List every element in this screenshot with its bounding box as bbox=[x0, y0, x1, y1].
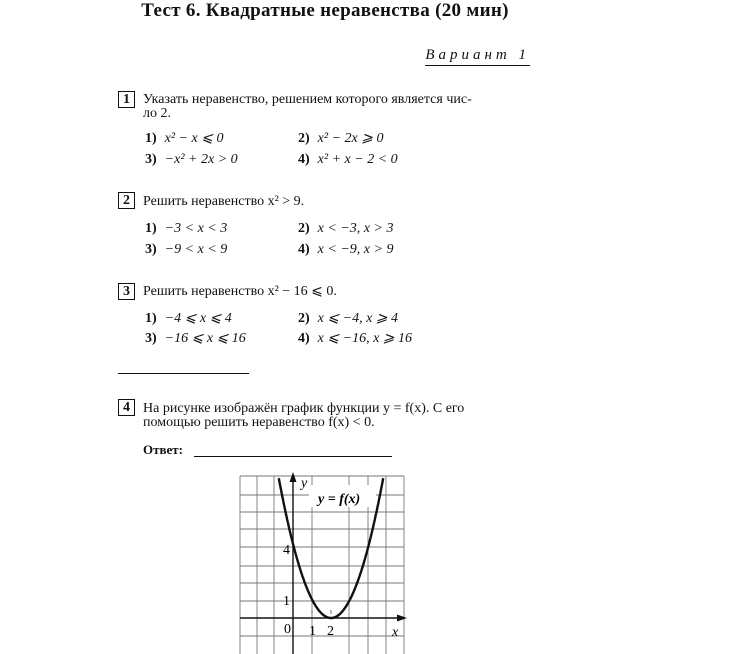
question-2-option-4[interactable]: 4) x < −9, x > 9 bbox=[298, 242, 394, 257]
question-4-text-line1: На рисунке изображён график функции y = f(x). С его bbox=[143, 401, 465, 416]
question-2-text: Решить неравенство x² > 9. bbox=[143, 194, 305, 209]
question-2-number: 2 bbox=[118, 192, 135, 209]
function-label: y = f(x) bbox=[318, 492, 361, 507]
x-axis-arrow-icon bbox=[397, 615, 407, 622]
answer-label: Ответ: bbox=[143, 442, 184, 457]
question-4-number: 4 bbox=[118, 399, 135, 416]
question-3-option-4[interactable]: 4) x ⩽ −16, x ⩾ 16 bbox=[298, 331, 413, 346]
question-3-text: Решить неравенство x² − 16 ⩽ 0. bbox=[143, 284, 337, 299]
x-tick-label-2: 2 bbox=[327, 624, 334, 639]
x-axis-label: x bbox=[392, 625, 399, 640]
question-2-option-1[interactable]: 1) −3 < x < 3 bbox=[145, 221, 228, 236]
question-2-option-2[interactable]: 2) x < −3, x > 3 bbox=[298, 221, 394, 236]
question-3-option-1[interactable]: 1) −4 ⩽ x ⩽ 4 bbox=[145, 311, 232, 326]
question-3-number: 3 bbox=[118, 283, 135, 300]
page-title: Тест 6. Квадратные неравенства (20 мин) bbox=[141, 0, 509, 21]
answer-input-line[interactable] bbox=[194, 456, 392, 457]
question-2-option-3[interactable]: 3) −9 < x < 9 bbox=[145, 242, 228, 257]
section-divider bbox=[118, 373, 249, 374]
x-tick-label-1: 1 bbox=[309, 624, 316, 639]
origin-label: 0 bbox=[284, 622, 291, 637]
question-1-option-3[interactable]: 3) −x² + 2x > 0 bbox=[145, 152, 238, 167]
question-3-option-2[interactable]: 2) x ⩽ −4, x ⩾ 4 bbox=[298, 311, 399, 326]
question-1-option-4[interactable]: 4) x² + x − 2 < 0 bbox=[298, 152, 398, 167]
function-graph bbox=[236, 470, 408, 654]
y-tick-label-1: 1 bbox=[283, 594, 290, 609]
question-1-number: 1 bbox=[118, 91, 135, 108]
question-1-text-line1: Указать неравенство, решением которого является чис- bbox=[143, 92, 472, 107]
y-axis-label: y bbox=[301, 476, 308, 491]
y-tick-label-4: 4 bbox=[283, 543, 290, 558]
question-3-option-3[interactable]: 3) −16 ⩽ x ⩽ 16 bbox=[145, 331, 246, 346]
question-1-option-2[interactable]: 2) x² − 2x ⩾ 0 bbox=[298, 131, 384, 146]
question-4-text-line2: помощью решить неравенство f(x) < 0. bbox=[143, 415, 375, 430]
question-1-option-1[interactable]: 1) x² − x ⩽ 0 bbox=[145, 131, 224, 146]
question-1-text-line2: ло 2. bbox=[143, 106, 171, 121]
variant-label: Вариант 1 bbox=[425, 47, 530, 66]
y-axis-arrow-icon bbox=[290, 472, 297, 482]
